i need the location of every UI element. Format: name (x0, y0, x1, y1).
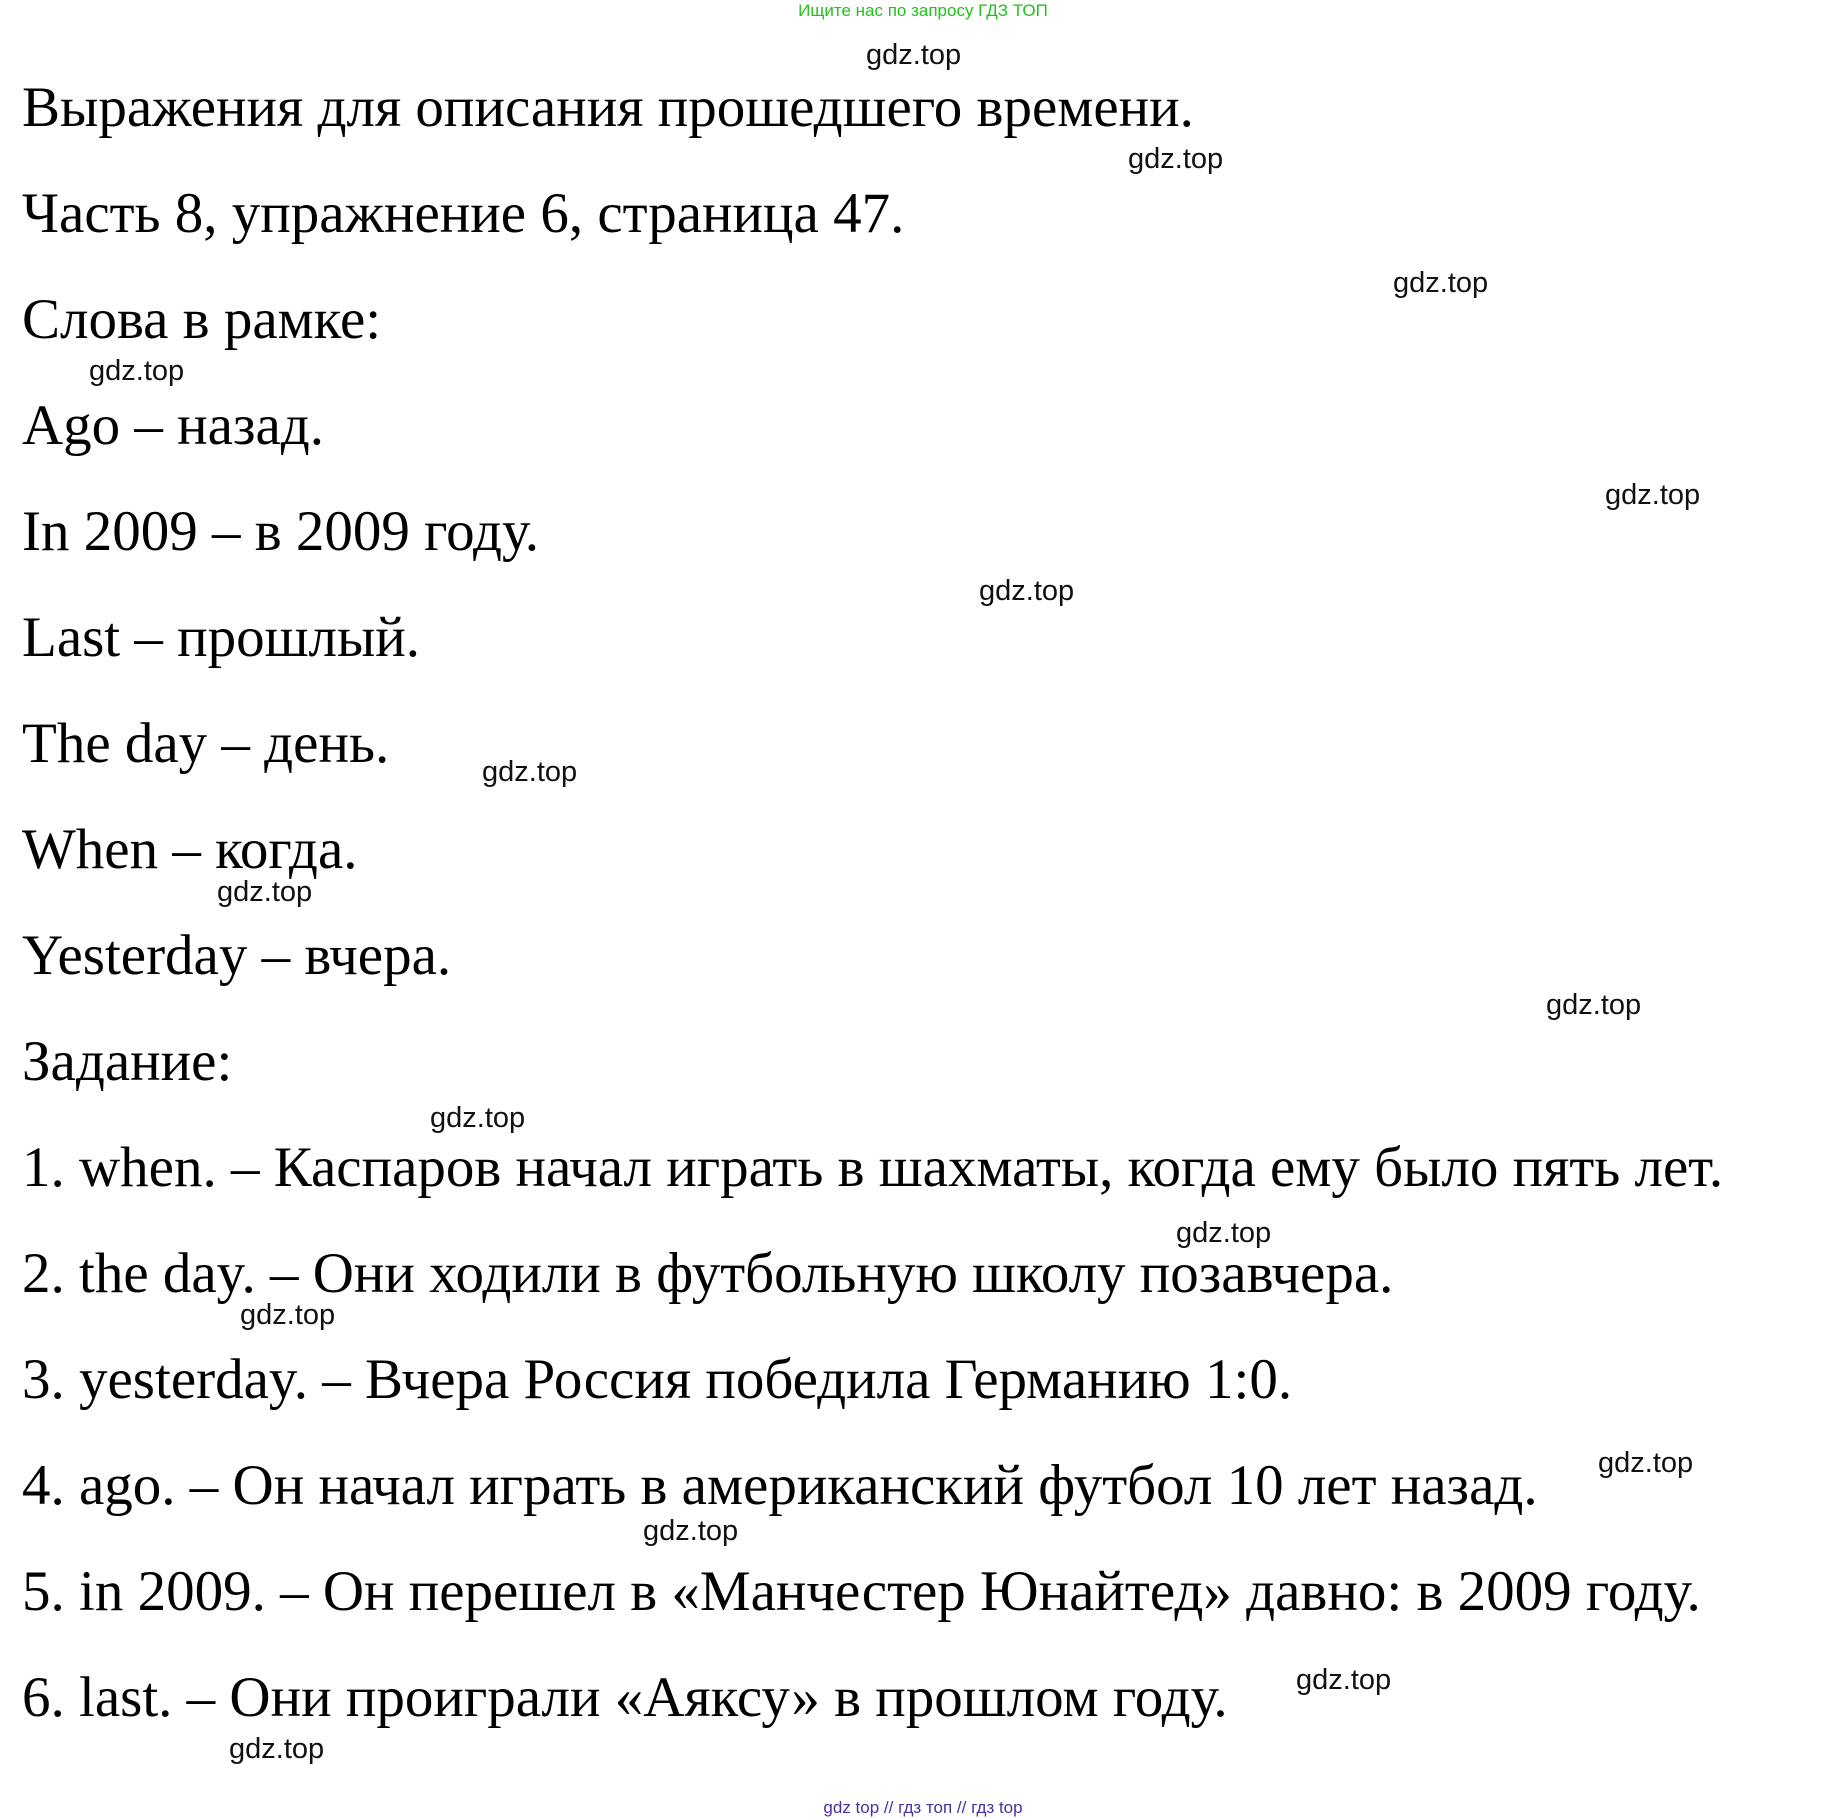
answer-item: 5. in 2009. – Он перешел в «Манчестер Юнайтед» давно: в 2009 году. (22, 1560, 1701, 1623)
watermark: gdz.top (643, 1515, 739, 1547)
search-hint-banner: Ищите нас по запросу ГДЗ ТОП (798, 1, 1048, 20)
answer-item: 1. when. – Каспаров начал играть в шахматы, когда ему было пять лет. (22, 1136, 1724, 1199)
task-heading: Задание: (22, 1030, 233, 1093)
watermark: gdz.top (1176, 1217, 1272, 1249)
watermark: gdz.top (866, 39, 962, 71)
word-item: Ago – назад. (22, 394, 325, 457)
watermark: gdz.top (1598, 1447, 1694, 1479)
watermark: gdz.top (979, 575, 1075, 607)
watermark: gdz.top (1605, 479, 1701, 511)
watermark: gdz.top (1393, 267, 1489, 299)
watermark: gdz.top (217, 876, 313, 908)
watermark: gdz.top (482, 756, 578, 788)
word-item: Last – прошлый. (22, 606, 421, 669)
watermark: gdz.top (89, 355, 185, 387)
word-item: The day – день. (22, 712, 390, 775)
words-heading: Слова в рамке: (22, 288, 382, 351)
answer-item: 4. ago. – Он начал играть в американский футбол 10 лет назад. (22, 1454, 1538, 1517)
answer-item: 2. the day. – Они ходили в футбольную школу позавчера. (22, 1242, 1394, 1305)
word-item: Yesterday – вчера. (22, 924, 452, 987)
watermark: gdz.top (430, 1102, 526, 1134)
watermark: gdz.top (240, 1299, 336, 1331)
word-item: In 2009 – в 2009 году. (22, 500, 540, 563)
footer-links: gdz top // гдз топ // гдз top (823, 1798, 1023, 1817)
answer-item: 6. last. – Они проиграли «Аяксу» в прошлом году. (22, 1666, 1228, 1729)
word-item: When – когда. (22, 818, 358, 881)
page-title: Выражения для описания прошедшего времени. (22, 76, 1194, 139)
watermark: gdz.top (1296, 1664, 1392, 1696)
exercise-reference: Часть 8, упражнение 6, страница 47. (22, 182, 905, 245)
watermark: gdz.top (229, 1733, 325, 1765)
watermark: gdz.top (1128, 143, 1224, 175)
watermark: gdz.top (1546, 989, 1642, 1021)
answer-item: 3. yesterday. – Вчера Россия победила Германию 1:0. (22, 1348, 1293, 1411)
